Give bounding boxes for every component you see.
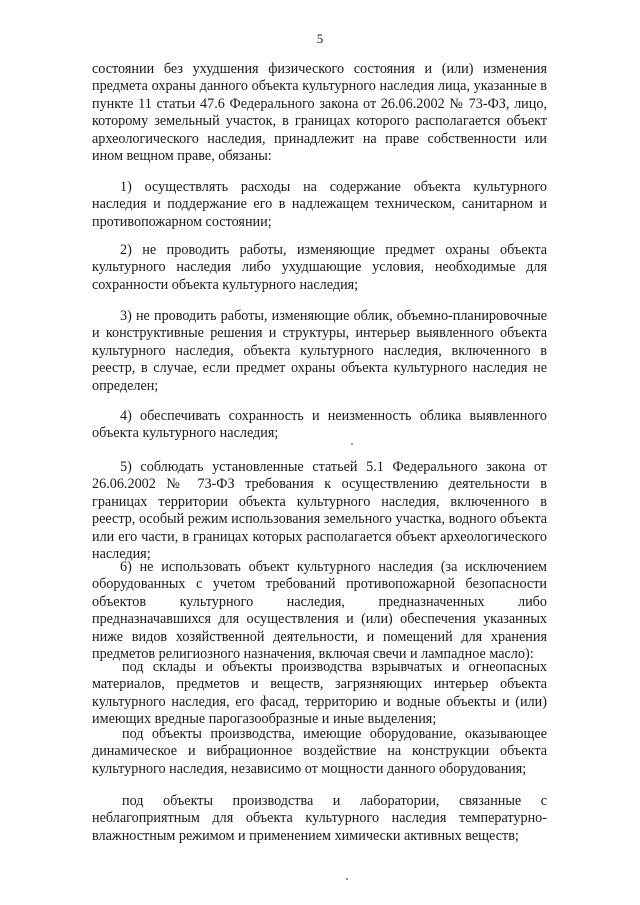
list-item-2: 2) не проводить работы, изменяющие предмет охраны объекта культурного наследия либо ухудшающие условия, необходимые для сохранности объекта культурного наследия; xyxy=(92,242,547,293)
scan-artifact-dot xyxy=(351,443,353,445)
scan-artifact-dot xyxy=(346,878,348,880)
list-item-6: 6) не использовать объект культурного наследия (за исключением оборудованных с учетом требований противопожарной безопасности объектов культурного наследия, предназначенных либо предназначавшихся для осуществления и (или) обеспечения указанных ниже видов хозяйственной деятельности, и помещений для хранения предметов религиозного назначения, включая свечи и лампадное масло): xyxy=(92,559,547,663)
page-number: 5 xyxy=(316,31,324,46)
list-item-4: 4) обеспечивать сохранность и неизменность облика выявленного объекта культурного наследия; xyxy=(92,408,547,442)
list-item-3: 3) не проводить работы, изменяющие облик, объемно-планировочные и конструктивные решения и структуры, интерьер выявленного объекта культурного наследия, объекта культурного наследия, включенного в реестр, в случае, если предмет охраны объекта культурного наследия не определен; xyxy=(92,308,547,394)
sub-item-vibration: под объекты производства, имеющие оборудование, оказывающее динамическое и вибрационное воздействие на конструкции объекта культурного наследия, независимо от мощности данного оборудования; xyxy=(92,726,547,777)
list-item-5: 5) соблюдать установленные статьей 5.1 Федерального закона от 26.06.2002 № 73-ФЗ требования к осуществлению деятельности в границах территории объекта культурного наследия, включенного в реестр, особый режим использования земельного участка, водного объекта или его части, в границах которых располагается объект археологического наследия; xyxy=(92,459,547,563)
list-item-1: 1) осуществлять расходы на содержание объекта культурного наследия и поддержание его в надлежащем техническом, санитарном и противопожарном состоянии; xyxy=(92,179,547,230)
sub-item-laboratories: под объекты производства и лаборатории, связанные с неблагоприятным для объекта культурного наследия температурно-влажностным режимом и применением химически активных веществ; xyxy=(92,793,547,844)
sub-item-warehouses: под склады и объекты производства взрывчатых и огнеопасных материалов, предметов и веществ, загрязняющих интерьер объекта культурного наследия, его фасад, территорию и водные объекты и (или) имеющих вредные парогазообразные и иные выделения; xyxy=(92,659,547,728)
paragraph-intro: состоянии без ухудшения физического состояния и (или) изменения предмета охраны данного объекта культурного наследия лица, указанные в пункте 11 статьи 47.6 Федерального закона от 26.06.2002 № 73-ФЗ, лицо, которому земельный участок, в границах которого располагается объект археологического наследия, принадлежит на праве собственности или ином вещном праве, обязаны: xyxy=(92,61,547,165)
